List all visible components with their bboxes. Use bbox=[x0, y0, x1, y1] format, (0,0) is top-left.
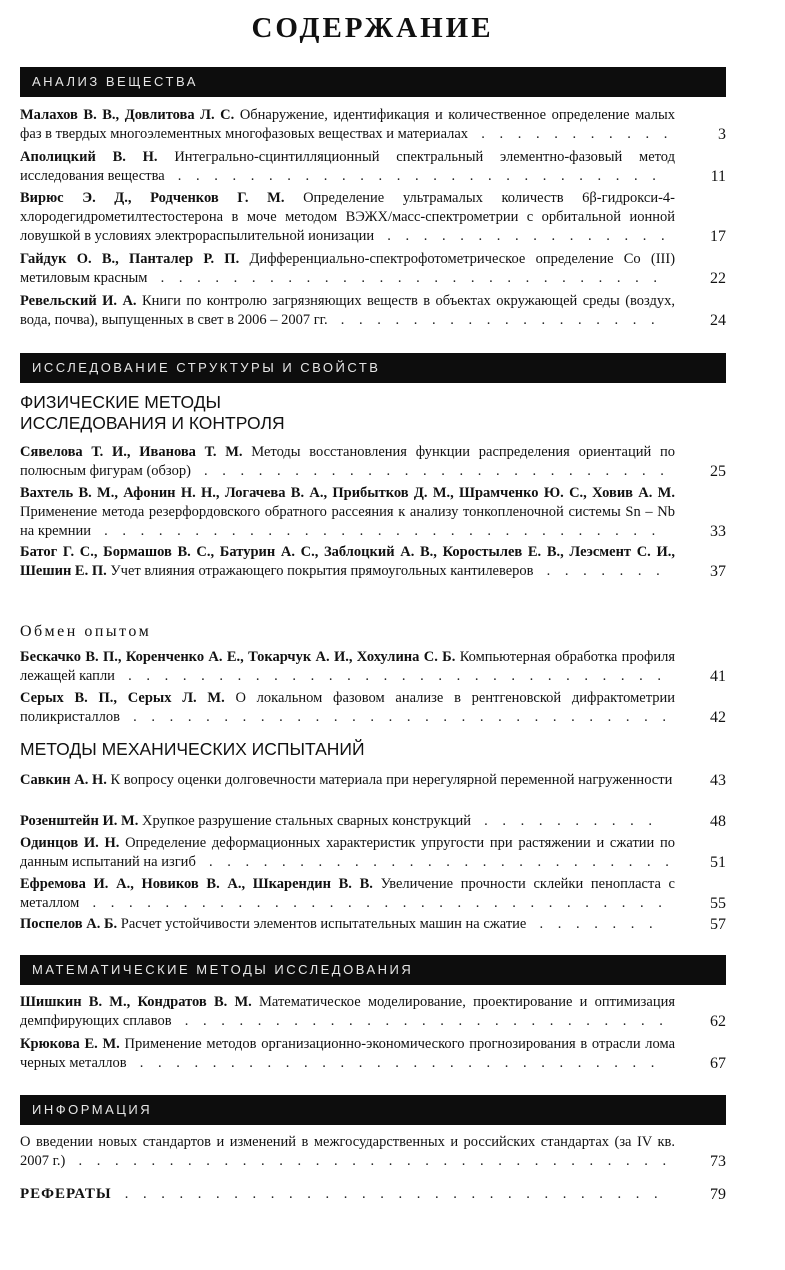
entry-title: Применение метода резерфордовского обратного рассеяния к анализу тонкопленочной системы Sn – Nb на кремнии bbox=[20, 504, 675, 539]
dot-leader: . . . . . . . bbox=[530, 916, 659, 932]
entry-title: Хрупкое разрушение стальных сварных конструкций bbox=[141, 813, 472, 829]
subsection-title-mechanical: МЕТОДЫ МЕХАНИЧЕСКИХ ИСПЫТАНИЙ bbox=[20, 739, 365, 759]
toc-entry[interactable] bbox=[20, 543, 726, 581]
toc-entry[interactable] bbox=[20, 993, 726, 1031]
entry-authors: Гайдук О. В., Панталер Р. П. bbox=[20, 251, 240, 267]
subsection-title-physical bbox=[20, 392, 720, 434]
entry-page: 55 bbox=[710, 895, 726, 912]
entry-title: О локальном фазовом анализе в рентгеновской дифрактометрии поликристаллов bbox=[20, 690, 675, 725]
entry-authors: Поспелов А. Б. bbox=[20, 916, 118, 932]
subsection-title-line: ФИЗИЧЕСКИЕ МЕТОДЫ bbox=[20, 392, 222, 412]
entry-authors: Батог Г. С., Бормашов В. С., Батурин А. С., Заблоцкий А. В., Коростылев Е. В., Леэсмент С. И., Шешин Е. П. bbox=[20, 544, 675, 579]
entry-page: 33 bbox=[710, 523, 726, 540]
entry-page: 24 bbox=[710, 312, 726, 329]
entry-authors: Малахов В. В., Довлитова Л. С. bbox=[20, 107, 235, 123]
entry-page: 41 bbox=[710, 668, 726, 685]
entry-title: Определение ультрамалых количеств 6β-гидрокси-4-хлородегидрометилтестостерона в моче методом ВЭЖХ/масс-спектрометрии с орбитальной ионной ловушкой в условиях электрораспылительной ионизации bbox=[20, 190, 675, 244]
entry-page: 73 bbox=[710, 1153, 726, 1170]
entry-title: Математическое моделирование, проектирование и оптимизация демпфирующих сплавов bbox=[20, 994, 676, 1029]
dot-leader: . . . . . . . . . . . . . . . . . . . . . . . . . . . . . . bbox=[118, 668, 667, 684]
entry-page: 43 bbox=[710, 772, 726, 789]
entry-page: 42 bbox=[710, 709, 726, 726]
entry-title: Расчет устойчивости элементов испытательных машин на сжатие bbox=[120, 916, 527, 932]
toc-entry[interactable] bbox=[20, 250, 726, 288]
section-header-analysis: АНАЛИЗ ВЕЩЕСТВА bbox=[20, 67, 726, 97]
entry-title: Применение методов организационно-экономического прогнозирования в отрасли лома черных металлов bbox=[20, 1036, 676, 1071]
entry-authors: Аполицкий В. Н. bbox=[20, 149, 158, 165]
subsection-title-line: ИССЛЕДОВАНИЯ И КОНТРОЛЯ bbox=[20, 413, 285, 433]
dot-leader: . . . . . . . . . . . . . . . . . . bbox=[331, 312, 661, 328]
entry-authors: Ревельский И. А. bbox=[20, 293, 137, 309]
dot-leader: . . . . . . . . . . . . . . . . . . . . . . . . . . . . bbox=[151, 270, 663, 286]
entry-page: 25 bbox=[710, 463, 726, 480]
section-header-structure: ИССЛЕДОВАНИЕ СТРУКТУРЫ И СВОЙСТВ bbox=[20, 353, 726, 383]
entry-title: О введении новых стандартов и изменений в межгосударственных и российских стандартах (за IV кв. 2007 г.) bbox=[20, 1134, 675, 1169]
toc-entry[interactable] bbox=[20, 189, 726, 246]
section-header-math: МАТЕМАТИЧЕСКИЕ МЕТОДЫ ИССЛЕДОВАНИЯ bbox=[20, 955, 726, 985]
toc-entry[interactable] bbox=[20, 1133, 726, 1171]
dot-leader: . . . . . . . . . . . . . . . . . . . . . . . . . . . . . . . . . bbox=[69, 1153, 672, 1169]
dot-leader: . . . . . . . . . . . . . . . . . . . . . . . . . . . . . . . bbox=[95, 523, 661, 539]
entry-authors: Розенштейн И. М. bbox=[20, 813, 139, 829]
entry-page: 79 bbox=[710, 1186, 726, 1203]
entry-authors: Ефремова И. А., Новиков В. А., Шкарендин В. В. bbox=[20, 876, 373, 892]
entry-title: Увеличение прочности склейки пенопласта с металлом bbox=[20, 876, 675, 911]
dot-leader: . . . . . . . . . . . . . . . . . . . . . . . . . . . bbox=[168, 168, 662, 184]
toc-entry[interactable] bbox=[20, 689, 726, 727]
section-header-info: ИНФОРМАЦИЯ bbox=[20, 1095, 726, 1125]
entry-title: Учет влияния отражающего покрытия прямоугольных кантилеверов bbox=[110, 563, 534, 579]
toc-entry[interactable] bbox=[20, 148, 726, 186]
dot-leader: . . . . . . . . . . . bbox=[472, 126, 673, 142]
entry-page: 11 bbox=[710, 168, 726, 185]
entry-title: Компьютерная обработка профиля лежащей капли bbox=[20, 649, 675, 684]
entry-page: 17 bbox=[710, 228, 726, 245]
dot-leader: . . . . . . . . . . . . . . . . . . . . . . . . . . . . . bbox=[130, 1055, 660, 1071]
toc-entry[interactable] bbox=[20, 443, 726, 481]
dot-leader: . . . . . . . . . . . . . . . . . . . . . . . . . . . . . . . . bbox=[83, 895, 668, 911]
entry-authors: Шишкин В. М., Кондратов В. М. bbox=[20, 994, 252, 1010]
entry-authors: Вахтель В. М., Афонин Н. Н., Логачева В. А., Прибытков Д. М., Шрамченко Ю. С., Ховив А. М. bbox=[20, 485, 675, 501]
entry-title: Методы восстановления функции распределения ориентаций по полюсным фигурам (обзор) bbox=[20, 444, 675, 479]
entry-title: Книги по контролю загрязняющих веществ в объектах окружающей среды (воздух, вода, почва), выпущенных в свет в 2006 – 2007 гг. bbox=[20, 293, 676, 328]
toc-entry-abstracts[interactable] bbox=[20, 1185, 726, 1204]
toc-entry[interactable] bbox=[20, 484, 726, 541]
entry-title: Интегрально-сцинтилляционный спектральный элементно-фазовый метод исследования вещества bbox=[20, 149, 675, 184]
entry-page: 57 bbox=[710, 916, 726, 933]
entry-title: К вопросу оценки долговечности материала при нерегулярной переменной нагруженности bbox=[110, 772, 673, 788]
dot-leader: . . . . . . . . . . . . . . . . . . . . . . . . . . . . . . bbox=[115, 1186, 664, 1202]
entry-page: 62 bbox=[710, 1013, 726, 1030]
toc-entry[interactable] bbox=[20, 812, 726, 831]
entry-page: 67 bbox=[710, 1055, 726, 1072]
toc-entry[interactable] bbox=[20, 875, 726, 913]
entry-authors: Серых В. П., Серых Л. М. bbox=[20, 690, 225, 706]
entry-page: 37 bbox=[710, 563, 726, 580]
dot-leader: . . . . . . . . . . bbox=[475, 813, 658, 829]
entry-authors: Одинцов И. Н. bbox=[20, 835, 120, 851]
entry-page: 51 bbox=[710, 854, 726, 871]
dot-leader: . . . . . . . . . . . . . . . . bbox=[378, 228, 671, 244]
toc-entry[interactable] bbox=[20, 106, 726, 144]
dot-leader: . . . . . . . . . . . . . . . . . . . . . . . . . . . bbox=[175, 1013, 669, 1029]
dot-leader: . . . . . . . . . . . . . . . . . . . . . . . . . . bbox=[194, 463, 670, 479]
toc-entry[interactable] bbox=[20, 1035, 726, 1073]
subsection-title-experience: Обмен опытом bbox=[20, 623, 152, 640]
entry-title: Дифференциально-спектрофотометрическое определение Co (III) метиловым красным bbox=[20, 251, 676, 286]
toc-entry[interactable] bbox=[20, 648, 726, 686]
dot-leader: . . . . . . . bbox=[537, 563, 666, 579]
entry-page: 3 bbox=[718, 126, 726, 143]
entry-page: 48 bbox=[710, 813, 726, 830]
entry-authors: Сявелова Т. И., Иванова Т. М. bbox=[20, 444, 243, 460]
entry-authors: Савкин А. Н. bbox=[20, 772, 107, 788]
entry-authors: Бескачко В. П., Коренченко А. Е., Токарчук А. И., Хохулина С. Б. bbox=[20, 649, 456, 665]
toc-entry[interactable] bbox=[20, 834, 726, 872]
entry-page: 22 bbox=[710, 270, 726, 287]
page-title: СОДЕРЖАНИЕ bbox=[251, 12, 494, 44]
toc-entry[interactable] bbox=[20, 771, 726, 790]
toc-entry[interactable] bbox=[20, 915, 726, 934]
entry-title: РЕФЕРАТЫ bbox=[20, 1186, 112, 1202]
entry-authors: Вирюс Э. Д., Родченков Г. М. bbox=[20, 190, 285, 206]
entry-title: Определение деформационных характеристик упругости при растяжении и сжатии по данным испытаний на изгиб bbox=[20, 835, 675, 870]
toc-entry[interactable] bbox=[20, 292, 726, 330]
entry-authors: Крюкова Е. М. bbox=[20, 1036, 120, 1052]
entry-title: Обнаружение, идентификация и количественное определение малых фаз в твердых многоэлементных многофазовых веществах и материалах bbox=[20, 107, 675, 142]
dot-leader: . . . . . . . . . . . . . . . . . . . . . . . . . . bbox=[199, 854, 675, 870]
dot-leader: . . . . . . . . . . . . . . . . . . . . . . . . . . . . . . bbox=[123, 709, 672, 725]
